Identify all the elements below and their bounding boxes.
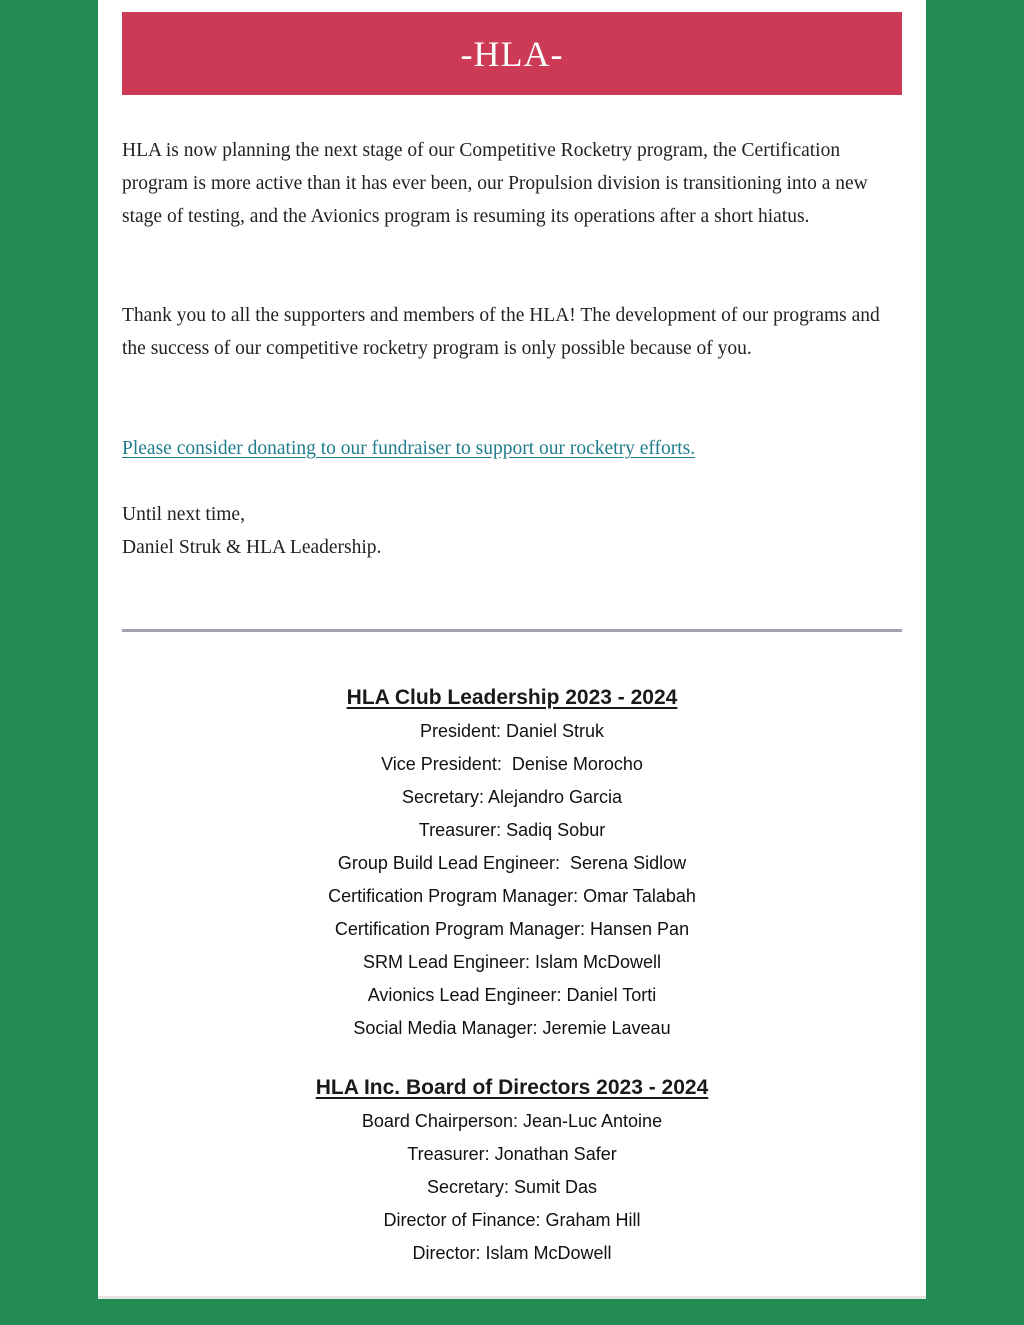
thank-you-paragraph: Thank you to all the supporters and members of the HLA! The development of our programs and the success of our competitive rocketry program is only possible because of you. [122,305,880,359]
roster-item: Secretary: Alejandro Garcia [401,787,623,807]
header-banner [122,12,902,95]
roster-item: Director: Islam McDowell [412,1243,612,1263]
roster-item: Treasurer: Jonathan Safer [407,1144,617,1164]
roster-item: Certification Program Manager: Omar Talabah [328,886,696,906]
roster-item: Treasurer: Sadiq Sobur [418,820,606,840]
roster-item: Secretary: Sumit Das [426,1177,598,1197]
roster-item: Board Chairperson: Jean-Luc Antoine [361,1111,663,1131]
section-divider [122,629,902,632]
roster-item: President: Daniel Struk [419,721,605,741]
roster-item: Vice President: Denise Morocho [381,754,643,774]
club-leadership-heading: HLA Club Leadership 2023 - 2024 [346,686,678,709]
banner-title: -HLA- [460,33,564,74]
donate-link[interactable]: Please consider donating to our fundraiser to support our rocketry efforts. [122,438,696,459]
newsletter-card [98,0,926,1299]
board-of-directors-section [98,1073,926,1270]
roster-item: Director of Finance: Graham Hill [383,1210,641,1230]
roster-item: Certification Program Manager: Hansen Pan [334,919,690,939]
roster-item: SRM Lead Engineer: Islam McDowell [362,952,662,972]
donate-paragraph [122,432,907,465]
board-of-directors-heading: HLA Inc. Board of Directors 2023 - 2024 [315,1076,709,1099]
roster-item: Group Build Lead Engineer: Serena Sidlow [337,853,687,873]
intro-paragraph: HLA is now planning the next stage of our Competitive Rocketry program, the Certification program is more active than it has ever been, our Propulsion division is transitioning into a new stage of testing, and the Avionics program is resuming its operations after a short hiatus. [122,140,868,227]
roster-item: Social Media Manager: Jeremie Laveau [353,1018,671,1038]
closing-line: Until next time, [122,504,245,525]
roster-item: Avionics Lead Engineer: Daniel Torti [367,985,657,1005]
signature-line: Daniel Struk & HLA Leadership. [122,537,382,558]
sign-off [122,498,907,564]
club-leadership-section [98,683,926,1045]
